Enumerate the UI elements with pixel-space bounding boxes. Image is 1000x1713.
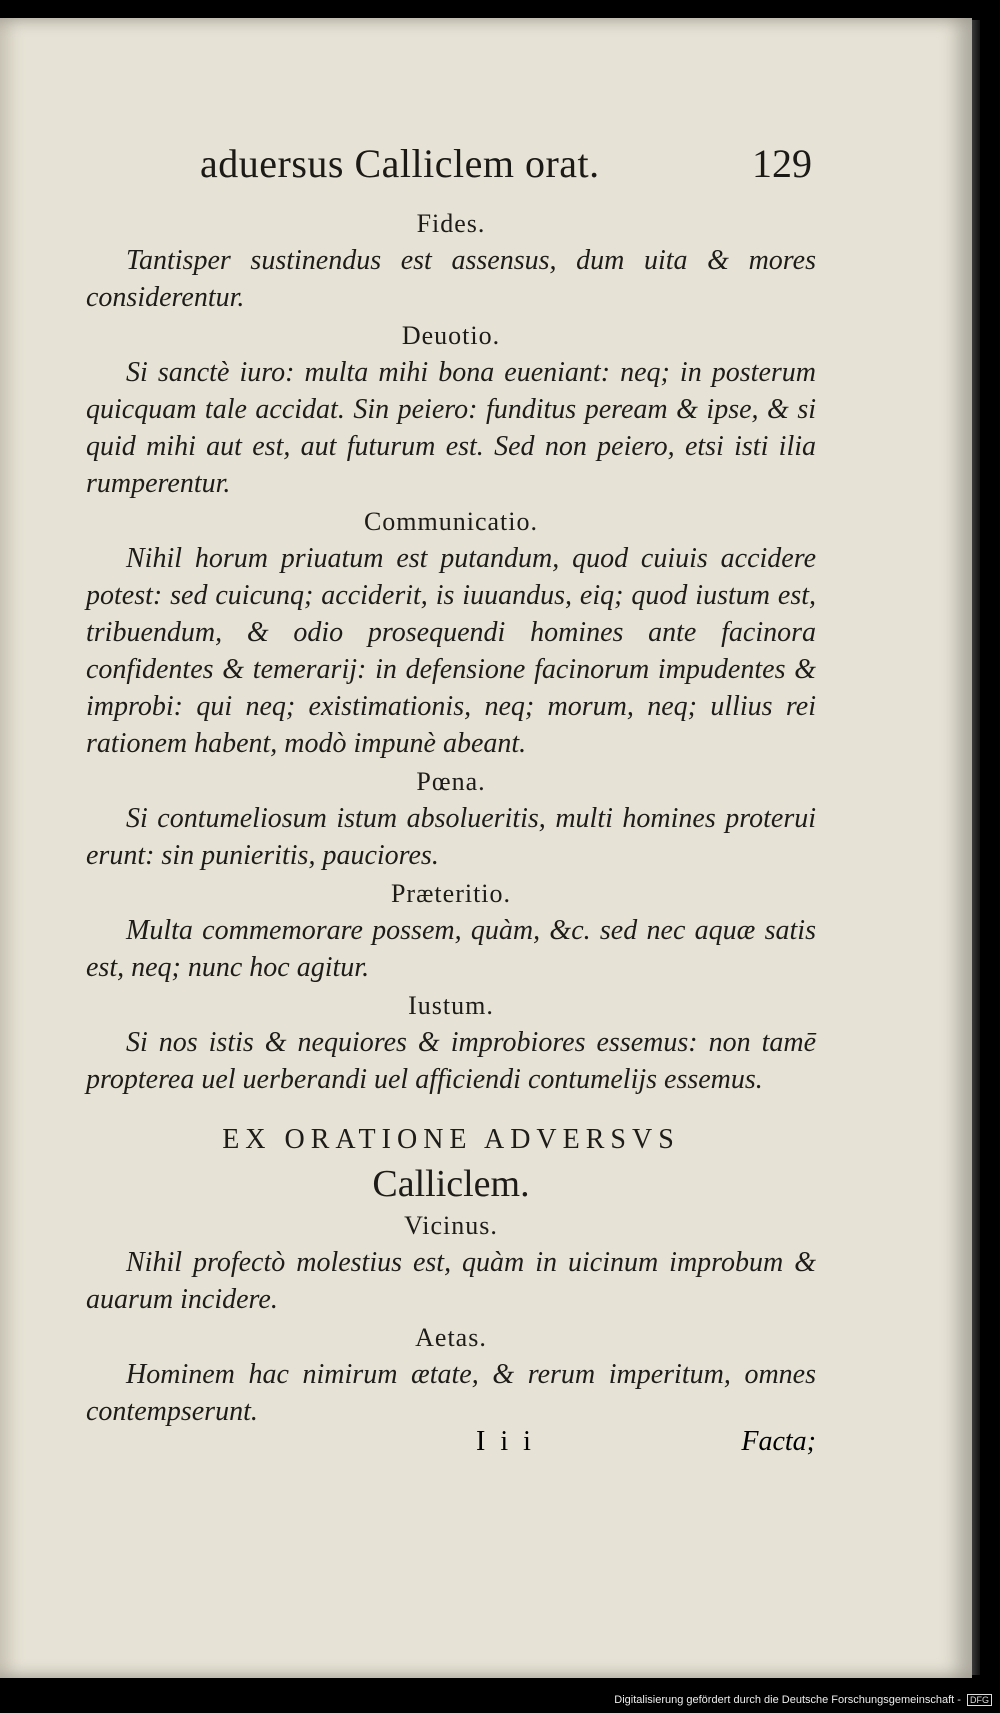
- paragraph-vicinus: Nihil profectò molestius est, quàm in uicinum improbum & auarum incidere.: [86, 1247, 816, 1315]
- signature-mark: I i i: [476, 1426, 535, 1457]
- section-subtitle: Calliclem.: [372, 1163, 530, 1205]
- paragraph-aetas: Hominem hac nimirum ætate, & rerum imperitum, omnes contempserunt.: [86, 1359, 816, 1427]
- paragraph-deuotio: Si sanctè iuro: multa mihi bona eueniant: neq; in posterum quicquam tale accidat. Sin peiero: funditus peream & ipse, & si quid mihi aut est, aut futurum est. Sed non peiero, etsi isti ilia rumperentur.: [86, 357, 816, 499]
- heading-vicinus: Vicinus.: [404, 1211, 498, 1240]
- catchword: Facta;: [741, 1426, 816, 1457]
- paragraph-poena: Si contumeliosum istum absolueritis, multi homines proterui erunt: sin punieritis, pauciores.: [86, 803, 816, 871]
- paragraph-praeteritio: Multa commemorare possem, quàm, &c. sed nec aquæ satis est, neq; nunc hoc agitur.: [86, 915, 816, 983]
- paragraph-communicatio: Nihil horum priuatum est putandum, quod cuiuis accidere potest: sed cuicunq; acciderit, is iuuandus, eiq; quod iustum est, tribuendum, & odio prosequendi homines ante facinora confidentes & temerarij: in defensione facinorum impudentes & improbi: qui neq; existimationis, neq; morum, neq; ullius rei rationem habent, modò impunè abeant.: [86, 543, 816, 759]
- running-head: aduersus Calliclem orat.: [200, 141, 600, 186]
- heading-deuotio: Deuotio.: [401, 321, 501, 350]
- page-header: [200, 140, 820, 210]
- section-title: EX ORATIONE ADVERSVS: [222, 1124, 680, 1155]
- digitization-credit: [0, 1694, 992, 1706]
- heading-iustum: Iustum.: [408, 991, 494, 1020]
- book-page: [0, 18, 972, 1678]
- dfg-logo: DFG: [967, 1694, 992, 1706]
- heading-poena: Pœna.: [416, 767, 486, 796]
- page-number: 129: [752, 141, 812, 186]
- heading-fides: Fides.: [416, 209, 486, 238]
- heading-communicatio: Communicatio.: [363, 507, 539, 536]
- paragraph-iustum: Si nos istis & nequiores & improbiores essemus: non tamē propterea uel uerberandi uel afficiendi contumelijs essemus.: [86, 1027, 816, 1095]
- page-footer: [86, 1426, 816, 1466]
- paragraph-fides: Tantisper sustinendus est assensus, dum uita & mores considerentur.: [86, 245, 816, 313]
- credit-text: Digitalisierung gefördert durch die Deutsche Forschungsgemeinschaft -: [614, 1694, 961, 1706]
- page-text: [86, 206, 816, 1432]
- page-edge: [972, 20, 980, 1675]
- heading-aetas: Aetas.: [415, 1323, 487, 1352]
- heading-praeteritio: Præteritio.: [390, 879, 512, 908]
